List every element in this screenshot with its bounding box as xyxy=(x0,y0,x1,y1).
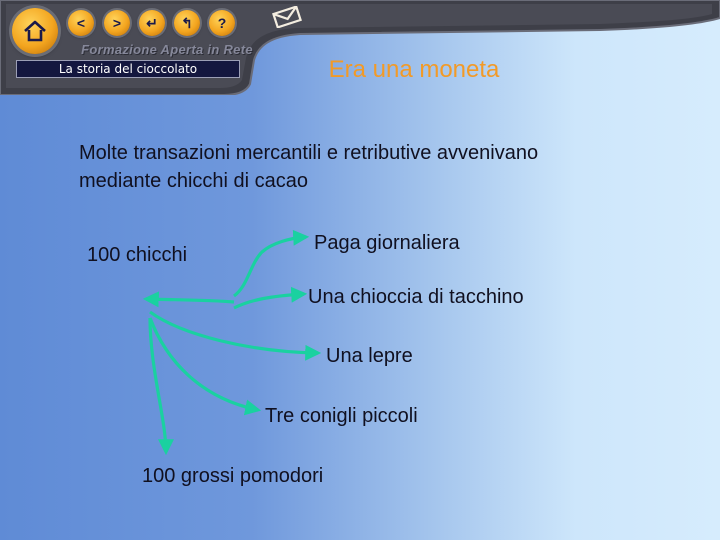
arrow-chioccia xyxy=(234,294,304,308)
arrow-upper xyxy=(146,299,234,302)
back-icon: < xyxy=(76,15,86,31)
source-label: 100 chicchi xyxy=(87,244,188,266)
target-label: 100 grossi pomodori xyxy=(142,465,324,487)
target-label: Tre conigli piccoli xyxy=(265,405,418,427)
brand-label: Formazione Aperta in Rete xyxy=(81,42,253,57)
intro-text: Molte transazioni mercantili e retributive avvenivano mediante chicchi di cacao xyxy=(79,142,539,192)
target-label: Paga giornaliera xyxy=(314,232,460,254)
target-label: Una chioccia di tacchino xyxy=(308,286,524,308)
help-icon: ? xyxy=(217,15,227,31)
return-icon: ↵ xyxy=(146,14,158,31)
up-level-icon: ↰ xyxy=(181,14,193,31)
arrow-conigli xyxy=(150,318,258,410)
arrow-paga xyxy=(234,237,306,296)
target-label: Una lepre xyxy=(326,345,413,367)
arrow-lepre xyxy=(150,312,318,353)
course-title: La storia del cioccolato xyxy=(16,60,240,78)
slide-title: Era una moneta xyxy=(328,56,500,83)
forward-icon: > xyxy=(112,15,122,31)
